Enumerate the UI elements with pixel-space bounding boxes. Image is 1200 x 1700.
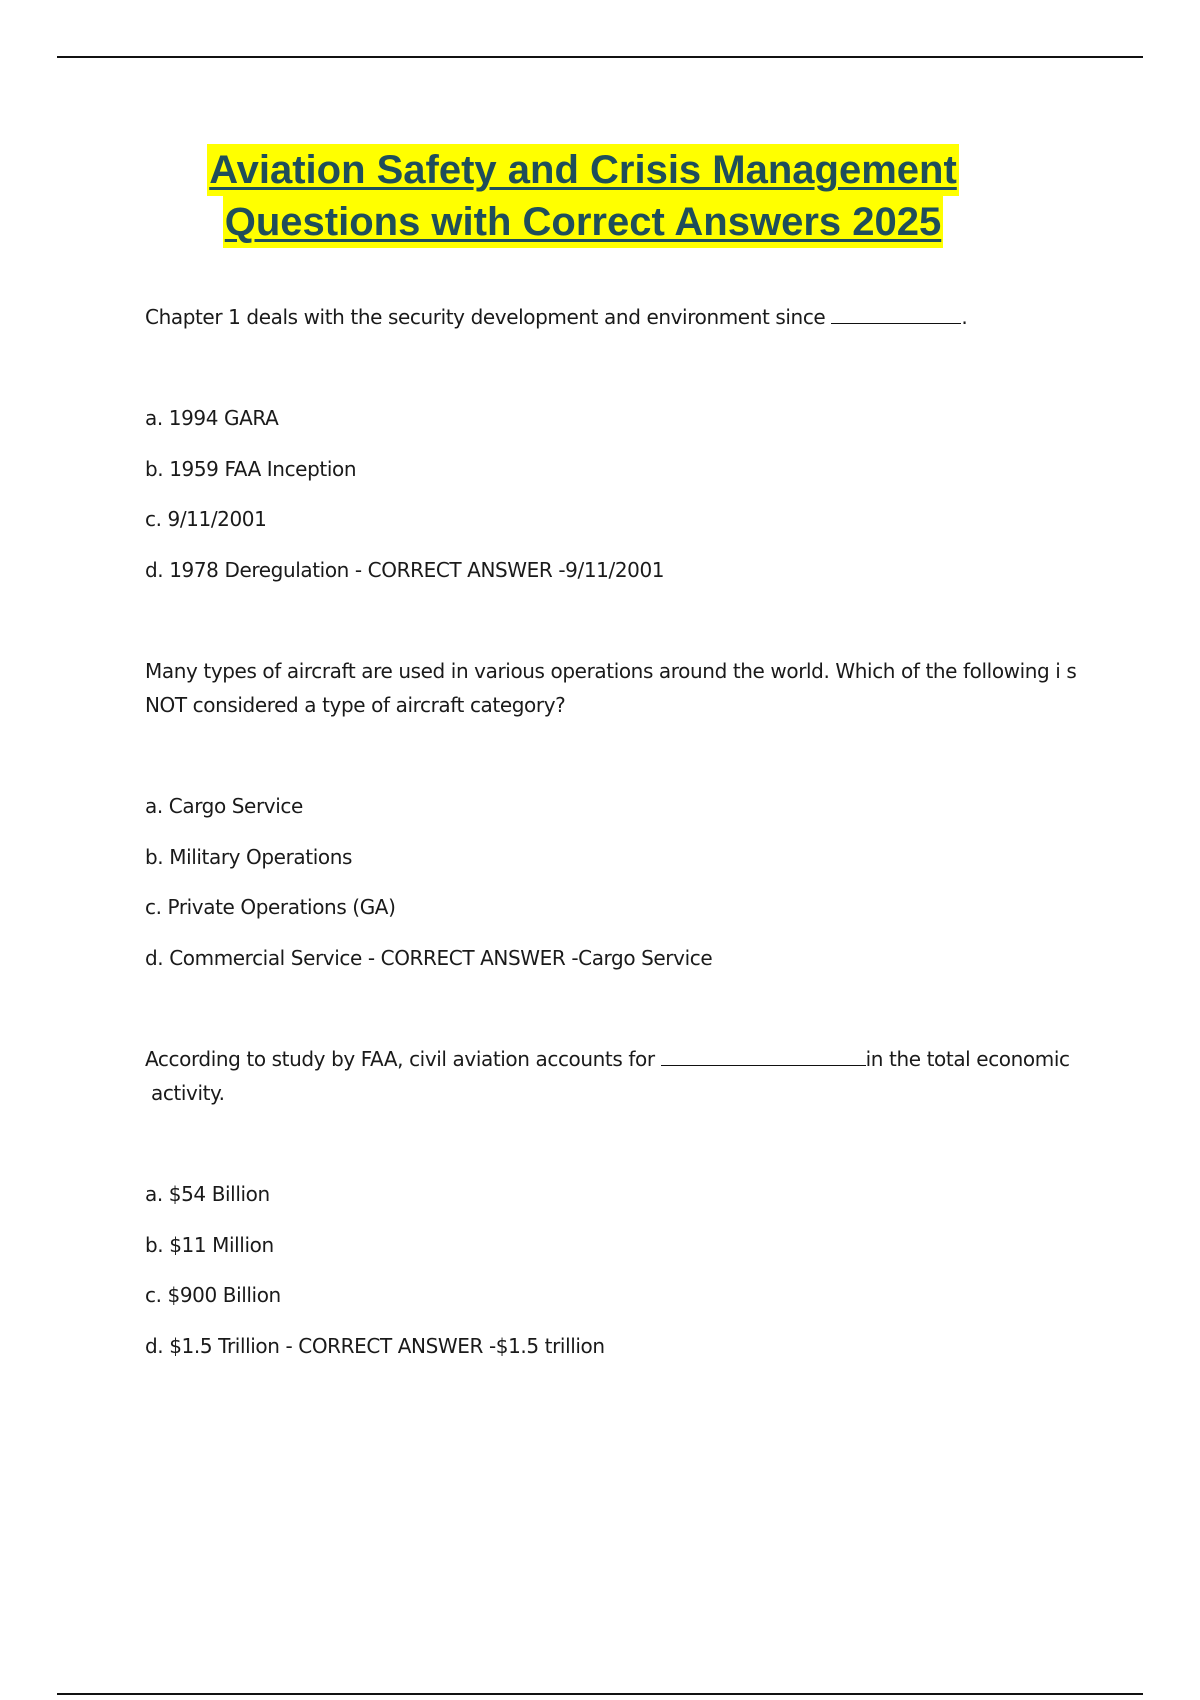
title-line-2: Questions with Correct Answers 2025 bbox=[223, 196, 944, 248]
question-1-option-a: a. 1994 GARA bbox=[145, 406, 279, 430]
question-1-text-after: . bbox=[961, 305, 968, 329]
question-1-text-before: Chapter 1 deals with the security development and environment since bbox=[145, 305, 826, 329]
question-3 bbox=[145, 1042, 1085, 1110]
question-2-option-a: a. Cargo Service bbox=[145, 794, 303, 818]
question-3-option-a: a. $54 Billion bbox=[145, 1182, 270, 1206]
question-2-option-c: c. Private Operations (GA) bbox=[145, 895, 396, 919]
question-2-text: Many types of aircraft are used in various operations around the world. Which of the following i s NOT considered a type of aircraft category? bbox=[145, 659, 1077, 717]
header-rule bbox=[57, 56, 1143, 58]
question-3-option-c: c. $900 Billion bbox=[145, 1283, 281, 1307]
answer-blank bbox=[831, 307, 961, 324]
question-1 bbox=[145, 300, 1085, 334]
title-line-1: Aviation Safety and Crisis Management bbox=[207, 144, 959, 196]
question-2-option-b: b. Military Operations bbox=[145, 845, 353, 869]
question-3-text-after: in the total economic bbox=[865, 1047, 1070, 1071]
question-1-option-d: d. 1978 Deregulation - CORRECT ANSWER -9/11/2001 bbox=[145, 558, 665, 582]
question-2 bbox=[145, 654, 1085, 722]
question-1-option-b: b. 1959 FAA Inception bbox=[145, 457, 357, 481]
question-3-option-d: d. $1.5 Trillion - CORRECT ANSWER -$1.5 trillion bbox=[145, 1334, 605, 1358]
question-3-text-line2: activity. bbox=[150, 1081, 225, 1105]
document-title bbox=[0, 144, 1166, 248]
question-3-text-before: According to study by FAA, civil aviation accounts for bbox=[145, 1047, 655, 1071]
answer-blank bbox=[661, 1049, 866, 1066]
question-1-option-c: c. 9/11/2001 bbox=[145, 507, 267, 531]
question-3-option-b: b. $11 Million bbox=[145, 1233, 274, 1257]
footer-rule bbox=[57, 1693, 1143, 1695]
question-1-text bbox=[145, 300, 1085, 334]
question-3-text bbox=[145, 1042, 1085, 1110]
question-2-option-d: d. Commercial Service - CORRECT ANSWER -Cargo Service bbox=[145, 946, 713, 970]
